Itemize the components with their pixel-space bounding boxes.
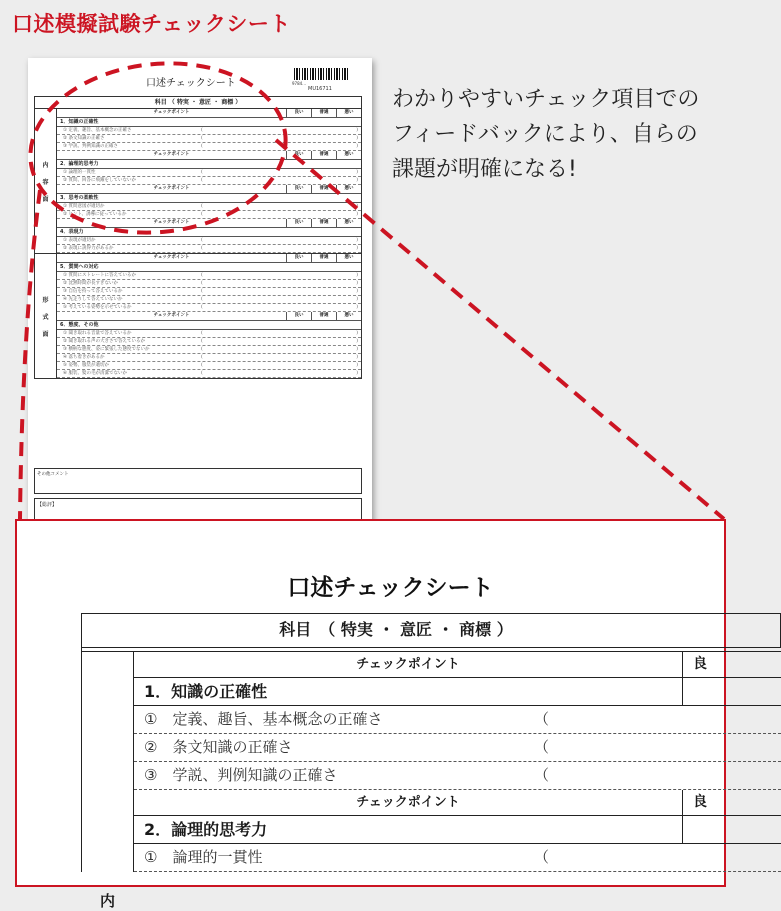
grade-label: 悪い bbox=[336, 254, 361, 262]
check-item-label: ① 定義、趣旨、基本概念の正確さ bbox=[63, 128, 132, 133]
description-line: 課題が明確になる! bbox=[392, 157, 577, 182]
paren-close: ) bbox=[356, 347, 358, 352]
check-item-label: ⑥ 服装、髪の毛が清潔でないか bbox=[63, 371, 127, 376]
paren-open: ( bbox=[201, 297, 203, 302]
checkpoint-label: チェックポイント bbox=[153, 313, 190, 318]
section-title: 5．質問への対応 bbox=[57, 263, 361, 272]
zoom-title: 口述チェックシート bbox=[287, 575, 494, 601]
check-item-label: ① 質問にストレートに答えているか bbox=[63, 273, 136, 278]
content-side-label: 内 容 面 bbox=[35, 109, 57, 253]
check-item-label: ① 論理的一貫性 bbox=[63, 170, 96, 175]
zoom-grade-label: 良 bbox=[693, 656, 707, 672]
grade-label: 普通 bbox=[311, 185, 336, 193]
form-side-label: 形 式 面 bbox=[35, 254, 57, 378]
grade-label: 悪い bbox=[336, 185, 361, 193]
paren-open: ( bbox=[201, 347, 203, 352]
zoom-section-row bbox=[134, 678, 781, 706]
zoom-check-item bbox=[134, 734, 781, 762]
grade-label: 悪い bbox=[336, 312, 361, 320]
zoom-paren-open: （ bbox=[534, 710, 550, 728]
checkpoint-label: チェックポイント bbox=[153, 110, 190, 115]
paren-open: ( bbox=[201, 305, 203, 310]
paren-open: ( bbox=[201, 212, 203, 217]
paren-open: ( bbox=[201, 246, 203, 251]
zoom-side-label: 内 bbox=[82, 652, 134, 872]
paren-close: ) bbox=[356, 371, 358, 376]
description-line: わかりやすいチェック項目での bbox=[392, 87, 700, 112]
paren-open: ( bbox=[201, 238, 203, 243]
check-item-label: ④ 先走りして答えていないか bbox=[63, 297, 123, 302]
paren-close: ) bbox=[356, 289, 358, 294]
paren-open: ( bbox=[201, 170, 203, 175]
paren-close: ) bbox=[356, 136, 358, 141]
check-item-label: ③ 横柄な態度、姿に緊張した態度でないか bbox=[63, 347, 150, 352]
paren-close: ) bbox=[356, 331, 358, 336]
paren-close: ) bbox=[356, 305, 358, 310]
paren-close: ) bbox=[356, 144, 358, 149]
grade-label: 普通 bbox=[311, 219, 336, 227]
grade-label: 普通 bbox=[311, 109, 336, 117]
grade-label: 悪い bbox=[336, 109, 361, 117]
zoom-section-title: 2．論理的思考力 bbox=[134, 816, 683, 843]
zoom-check-item-label: ① 論理的一貫性 bbox=[144, 848, 263, 866]
paren-close: ) bbox=[356, 212, 358, 217]
barcode-code: MU16711 bbox=[308, 86, 332, 92]
paren-close: ) bbox=[356, 355, 358, 360]
zoom-body bbox=[82, 652, 781, 910]
callout-diagonal-line bbox=[276, 140, 724, 519]
paren-open: ( bbox=[201, 331, 203, 336]
paren-open: ( bbox=[201, 144, 203, 149]
paren-open: ( bbox=[201, 281, 203, 286]
paren-open: ( bbox=[201, 136, 203, 141]
paren-open: ( bbox=[201, 128, 203, 133]
zoom-checkpoint-header bbox=[134, 652, 781, 678]
sheet-subject-header: 科目 （ 特実 ・ 意匠 ・ 商標 ） bbox=[35, 97, 361, 109]
section-title: 4．表現力 bbox=[57, 228, 361, 237]
zoom-table bbox=[81, 613, 781, 910]
check-item-label: ② 沈黙時間が長すぎないか bbox=[63, 281, 118, 286]
paren-close: ) bbox=[356, 128, 358, 133]
section-title: 1．知識の正確性 bbox=[57, 118, 361, 127]
section-title: 6．態度、その他 bbox=[57, 321, 361, 330]
check-item-label: ① 表現が適切か bbox=[63, 238, 96, 243]
zoom-checkpoint-label: チェックポイント bbox=[134, 652, 683, 677]
grade-label: 悪い bbox=[336, 219, 361, 227]
check-item-label: ① 質問意図が適切か bbox=[63, 204, 105, 209]
grade-label: 良い bbox=[286, 109, 311, 117]
zoom-check-item bbox=[134, 844, 781, 872]
zoom-check-item-label: ③ 学説、判例知識の正確さ bbox=[144, 766, 338, 784]
zoom-checkpoint-header bbox=[134, 790, 781, 816]
zoom-grade-label: 良 bbox=[693, 794, 707, 810]
paren-open: ( bbox=[201, 363, 203, 368]
zoom-check-item bbox=[134, 762, 781, 790]
zoom-section-title: 1．知識の正確性 bbox=[134, 678, 683, 705]
paren-open: ( bbox=[201, 178, 203, 183]
paren-close: ) bbox=[356, 178, 358, 183]
zoom-check-item-label: ② 条文知識の正確さ bbox=[144, 738, 293, 756]
zoom-checkpoint-label: チェックポイント bbox=[134, 790, 683, 815]
check-item-label: ② 質問、回答に飛躍をしていないか bbox=[63, 178, 136, 183]
zoom-paren-open: （ bbox=[534, 766, 550, 784]
section-title: 2．論理的思考力 bbox=[57, 160, 361, 169]
checkpoint-label: チェックポイント bbox=[153, 255, 190, 260]
paren-close: ) bbox=[356, 204, 358, 209]
callout-ellipse bbox=[22, 51, 294, 245]
grade-label: 良い bbox=[286, 185, 311, 193]
paren-open: ( bbox=[201, 289, 203, 294]
paren-open: ( bbox=[201, 371, 203, 376]
paren-close: ) bbox=[356, 238, 358, 243]
zoom-check-item-label: ① 定義、趣旨、基本概念の正確さ bbox=[144, 710, 383, 728]
grade-label: 良い bbox=[286, 151, 311, 159]
zoom-subject-header: 科目 （ 特実 ・ 意匠 ・ 商標 ） bbox=[82, 614, 781, 648]
check-item-label: ② 表現に説得力があるか bbox=[63, 246, 114, 251]
check-item-label: ② 聞き取れる声の大きさで答えているか bbox=[63, 339, 145, 344]
review-box: 【総評】 bbox=[34, 498, 362, 538]
checkpoint-label: チェックポイント bbox=[153, 186, 190, 191]
barcode-number: 9784... bbox=[292, 81, 306, 86]
check-item-label: ③ 自信を持って答えているか bbox=[63, 289, 123, 294]
paren-open: ( bbox=[201, 204, 203, 209]
grade-label: 悪い bbox=[336, 151, 361, 159]
paren-close: ) bbox=[356, 273, 358, 278]
comment-box: その他コメント bbox=[34, 468, 362, 494]
checkpoint-label: チェックポイント bbox=[153, 220, 190, 225]
sheet-title: 口述チェックシート bbox=[146, 78, 236, 89]
check-item-label: ⑤ 姿勢、服装が適切か bbox=[63, 363, 109, 368]
paren-close: ) bbox=[356, 170, 358, 175]
paren-open: ( bbox=[201, 355, 203, 360]
check-item-label: ① 聞き取れる音量で答えているか bbox=[63, 331, 132, 336]
check-item-label: ② ヒント、誘導に従っているか bbox=[63, 212, 127, 217]
paren-close: ) bbox=[356, 297, 358, 302]
paren-open: ( bbox=[201, 273, 203, 278]
description-line: フィードバックにより、自らの bbox=[392, 122, 698, 147]
zoom-paren-open: （ bbox=[534, 738, 550, 756]
zoom-panel bbox=[15, 519, 726, 910]
callout-left-line bbox=[20, 190, 40, 519]
grade-label: 普通 bbox=[311, 151, 336, 159]
grade-label: 普通 bbox=[311, 254, 336, 262]
paren-close: ) bbox=[356, 246, 358, 251]
check-item-label: ② 条文知識の正確さ bbox=[63, 136, 105, 141]
checkpoint-label: チェックポイント bbox=[153, 152, 190, 157]
grade-label: 良い bbox=[286, 219, 311, 227]
zoom-section-row bbox=[134, 816, 781, 844]
section-title: 3．思考の柔軟性 bbox=[57, 194, 361, 203]
check-item-label: ⑤ 考えている姿勢を示せているか bbox=[63, 305, 132, 310]
check-item-label: ④ 落ち着きがあるか bbox=[63, 355, 105, 360]
zoom-check-item bbox=[134, 706, 781, 734]
paren-close: ) bbox=[356, 281, 358, 286]
grade-label: 良い bbox=[286, 312, 311, 320]
grade-label: 良い bbox=[286, 254, 311, 262]
paren-close: ) bbox=[356, 363, 358, 368]
check-item-label: ③ 学説、判例知識の正確さ bbox=[63, 144, 118, 149]
zoom-paren-open: （ bbox=[534, 848, 550, 866]
paren-close: ) bbox=[356, 339, 358, 344]
page-title: 口述模擬試験チェックシート bbox=[12, 12, 291, 36]
paren-open: ( bbox=[201, 339, 203, 344]
grade-label: 普通 bbox=[311, 312, 336, 320]
